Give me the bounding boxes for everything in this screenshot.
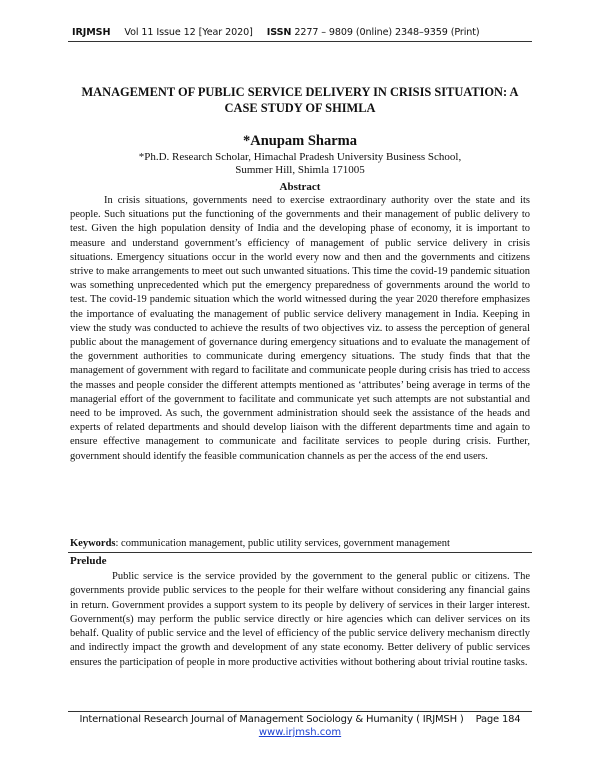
keywords-line <box>70 537 530 551</box>
affiliation-line-1: *Ph.D. Research Scholar, Himachal Pradesh University Business School, <box>138 151 462 163</box>
running-footer <box>68 714 532 725</box>
page-number: Page 184 <box>475 714 521 725</box>
header-divider <box>68 41 532 42</box>
keywords-divider <box>68 552 532 553</box>
website-link[interactable]: www.irjmsh.com <box>258 727 342 738</box>
issn-value: 2277 – 9809 (0nline) 2348–9359 (Print) <box>294 27 480 38</box>
author-affiliation <box>68 151 532 177</box>
abstract-body: In crisis situations, governments need to exercise extraordinary authority over the state and its people. Such situations put the functioning of the governments and their management of public delivery to test. Given the high population density of India and the developing phase of economy, it is important to measure and understand government’s efficiency of management of public service delivery in crisis situations. Emergency situations occur in the world every now and then and the governments and citizens strive to make arrangements to meet out such unwanted situations. This time the covid-19 pandemic situation was something unprecedented which put the emergency preparedness of governments around the world to test. The covid-19 pandemic situation which the world witnessed during the year 2020 therefore emphasizes the importance of evaluating the management of public service delivery management in India. Keeping in view the study was conducted to achieve the results of two objectives viz. to assess the perception of general public about the management of governance during emergency situations and to evaluate the management of the government authorities to communicate during emergency situations. The study finds that that the management of government with regard to facilitate and communicate people during crisis has tried to access the masses and people consider the different attempts mentioned as ‘attributes’ being average in terms of the managerial effort of the government to facilitate and communicate yet such attempts are not substantial and need to be improved. As such, the government administration should seek the assistance of the heads and experts of related departments and should develop liaison with the different departments time and again to ensure effective management to communicate and facilitate services to people during crisis. Further, government should identify the feasible communication channels as per the access of the end users. <box>70 195 530 462</box>
paper-title <box>68 84 532 116</box>
paper-title-line-2: CASE STUDY OF SHIMLA <box>224 101 376 115</box>
prelude-body: Public service is the service provided by the government to the general public or citizens. The governments provide public services to the people for their welfare without considering any financial gains in return. Government provides a support system to its people by delivery of services in their larger interest. Government(s) may perform the public service directly or hire agencies which can deliver services on its behalf. Quality of public service and the level of efficiency of the public service delivery mechanism directly and indirectly impact the growth and development of any state economy. Better delivery of public services ensures the participation of people in more productive activities without bothering about trivial routine tasks. <box>70 571 530 668</box>
footer-journal-name: International Research Journal of Management Sociology & Humanity ( IRJMSH ) <box>79 714 464 725</box>
author-name: *Anupam Sharma <box>242 133 357 149</box>
abstract-heading: Abstract <box>279 181 321 193</box>
journal-abbrev: IRJMSH <box>72 27 111 38</box>
paper-title-line-1: MANAGEMENT OF PUBLIC SERVICE DELIVERY IN CRISIS SITUATION: A <box>81 85 519 99</box>
keywords-text: : communication management, public utility services, government management <box>115 538 450 549</box>
running-header <box>72 27 542 38</box>
footer-divider <box>68 711 532 712</box>
prelude-heading: Prelude <box>70 555 107 567</box>
issn-label: ISSN <box>266 27 292 38</box>
footer-website <box>68 727 532 738</box>
affiliation-line-2: Summer Hill, Shimla 171005 <box>235 164 365 176</box>
keywords-label: Keywords <box>70 538 116 549</box>
volume-info: Vol 11 Issue 12 [Year 2020] <box>124 27 253 38</box>
